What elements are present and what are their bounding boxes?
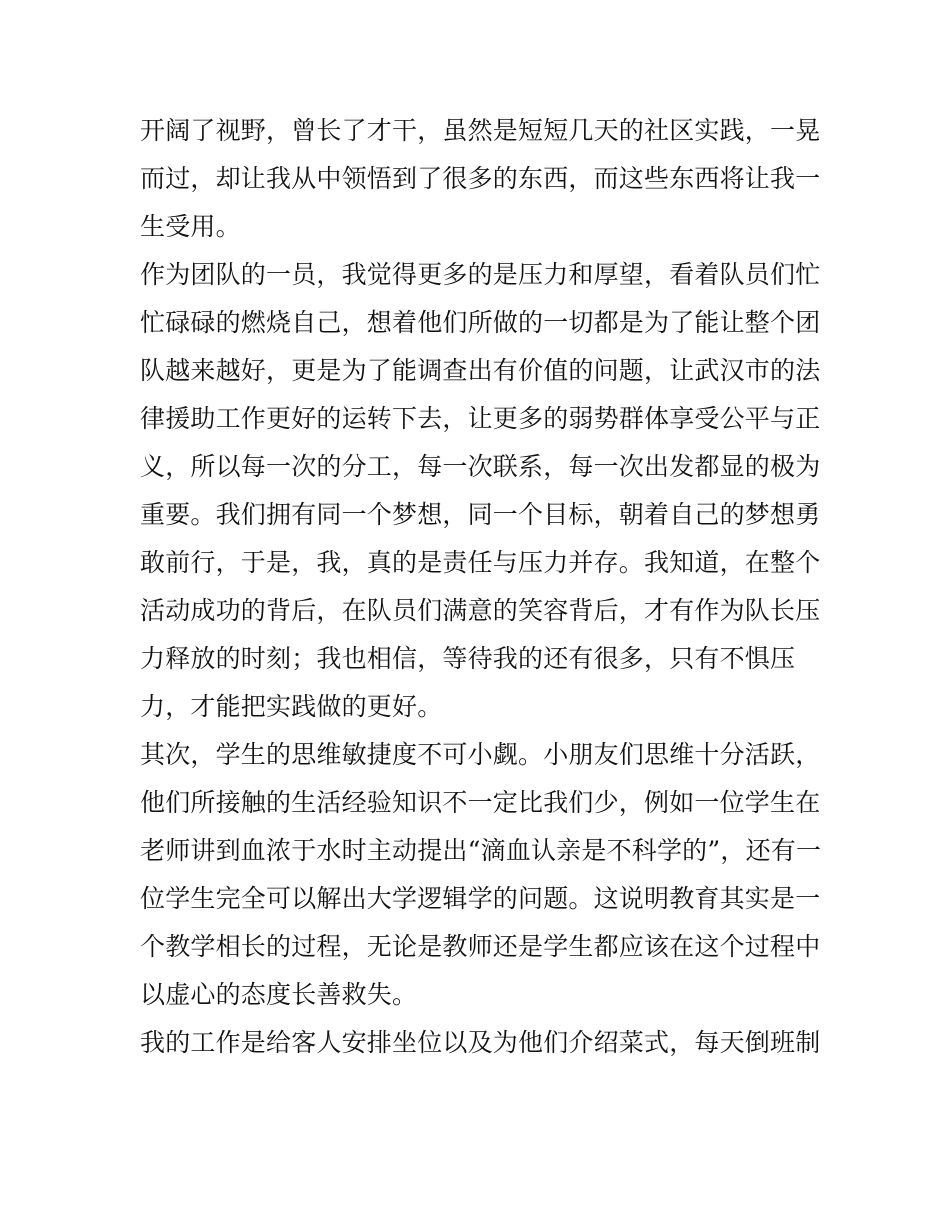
- text-line: 老师讲到血浓于水时主动提出“滴血认亲是不科学的”，还有一: [140, 836, 822, 865]
- text-line: 队越来越好，更是为了能调查出有价值的问题，让武汉市的法: [140, 356, 821, 385]
- text-line: 个教学相长的过程，无论是教师还是学生都应该在这个过程中: [140, 932, 821, 961]
- text-line: 开阔了视野，曾长了才干，虽然是短短几天的社区实践，一晃: [140, 116, 821, 145]
- text-line: 我的工作是给客人安排坐位以及为他们介绍菜式，每天倒班制: [140, 1028, 821, 1057]
- text-line: 律援助工作更好的运转下去，让更多的弱势群体享受公平与正: [140, 404, 821, 433]
- text-line: 重要。我们拥有同一个梦想，同一个目标，朝着自己的梦想勇: [140, 500, 821, 529]
- text-line: 活动成功的背后，在队员们满意的笑容背后，才有作为队长压: [140, 596, 821, 625]
- text-line: 忙碌碌的燃烧自己，想着他们所做的一切都是为了能让整个团: [140, 308, 821, 337]
- text-line: 作为团队的一员，我觉得更多的是压力和厚望，看着队员们忙: [140, 260, 821, 289]
- text-line: 以虚心的态度长善救失。: [140, 980, 418, 1009]
- text-line: 生受用。: [140, 212, 241, 241]
- text-line: 敢前行，于是，我，真的是责任与压力并存。我知道，在整个: [140, 548, 821, 577]
- document-body: [140, 107, 820, 1067]
- text-line: 位学生完全可以解出大学逻辑学的问题。这说明教育其实是一: [140, 884, 821, 913]
- text-line: 义，所以每一次的分工，每一次联系，每一次出发都显的极为: [140, 452, 821, 481]
- text-line: 力，才能把实践做的更好。: [140, 692, 443, 721]
- text-line: 力释放的时刻；我也相信，等待我的还有很多，只有不惧压: [140, 644, 796, 673]
- text-line: 其次，学生的思维敏捷度不可小觑。小朋友们思维十分活跃，: [140, 740, 821, 769]
- text-line: 而过，却让我从中领悟到了很多的东西，而这些东西将让我一: [140, 164, 821, 193]
- text-line: 他们所接触的生活经验知识不一定比我们少，例如一位学生在: [140, 788, 821, 817]
